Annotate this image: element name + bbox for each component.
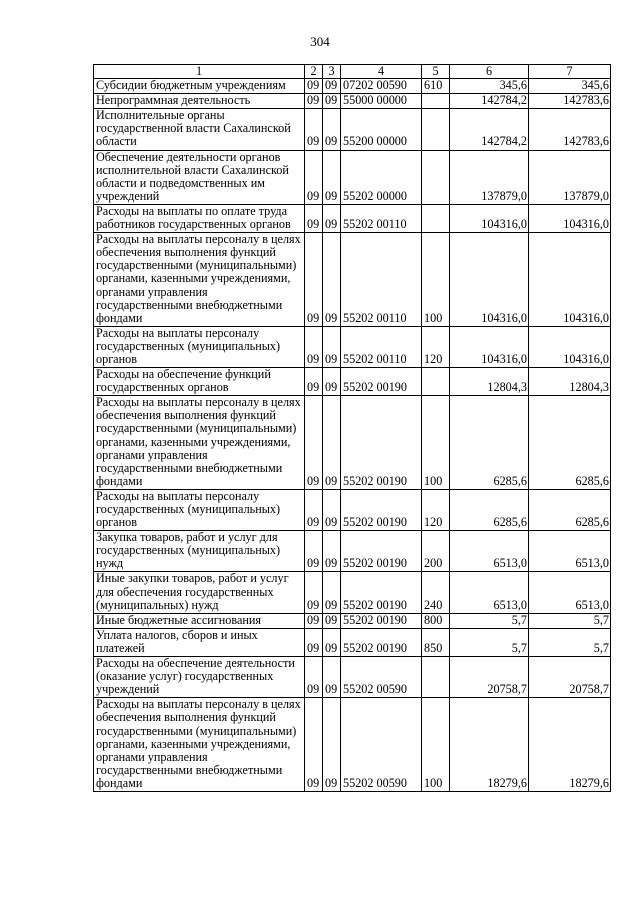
table-row (94, 204, 611, 232)
row-expense-type-cell (422, 368, 450, 396)
row-target-article-cell: 55202 00190 (341, 572, 422, 613)
row-name-cell: Закупка товаров, работ и услуг для государственных (муниципальных) нужд (94, 531, 305, 572)
row-subsection-cell: 09 (323, 150, 341, 204)
row-expense-type-cell (422, 150, 450, 204)
row-amount-col7-cell: 20758,7 (529, 657, 611, 698)
row-name-cell: Расходы на выплаты по оплате труда работников государственных органов (94, 204, 305, 232)
row-expense-type-cell (422, 204, 450, 232)
row-section-cell: 09 (305, 94, 323, 109)
row-name-cell: Уплата налогов, сборов и иных платежей (94, 628, 305, 656)
row-section-cell: 09 (305, 613, 323, 628)
row-subsection-cell: 09 (323, 628, 341, 656)
row-amount-col7-cell: 104316,0 (529, 204, 611, 232)
column-header: 7 (529, 65, 611, 79)
column-header: 4 (341, 65, 422, 79)
table-row (94, 233, 611, 327)
row-amount-col6-cell: 5,7 (450, 613, 529, 628)
row-name-cell: Расходы на выплаты персоналу в целях обеспечения выполнения функций государственными (муниципальными) органами, казенными учреждениями, органами управления государственными внебюджетными фондами (94, 698, 305, 792)
row-amount-col7-cell: 6285,6 (529, 396, 611, 490)
row-name-cell: Расходы на выплаты персоналу в целях обеспечения выполнения функций государственными (муниципальными) органами, казенными учреждениями, органами управления государственными внебюджетными фондами (94, 396, 305, 490)
row-amount-col6-cell: 142784,2 (450, 94, 529, 109)
row-target-article-cell: 55000 00000 (341, 94, 422, 109)
column-header: 5 (422, 65, 450, 79)
row-subsection-cell: 09 (323, 109, 341, 150)
row-amount-col6-cell: 20758,7 (450, 657, 529, 698)
row-amount-col7-cell: 6285,6 (529, 489, 611, 530)
row-subsection-cell: 09 (323, 531, 341, 572)
column-header: 1 (94, 65, 305, 79)
table-row (94, 326, 611, 367)
row-amount-col6-cell: 137879,0 (450, 150, 529, 204)
row-expense-type-cell: 850 (422, 628, 450, 656)
table-row (94, 150, 611, 204)
table-row (94, 572, 611, 613)
row-expense-type-cell: 100 (422, 698, 450, 792)
table-row (94, 628, 611, 656)
row-section-cell: 09 (305, 489, 323, 530)
row-amount-col7-cell: 5,7 (529, 613, 611, 628)
column-header: 3 (323, 65, 341, 79)
table-row (94, 698, 611, 792)
row-name-cell: Обеспечение деятельности органов исполнительной власти Сахалинской области и подведомственных им учреждений (94, 150, 305, 204)
row-amount-col7-cell: 18279,6 (529, 698, 611, 792)
row-target-article-cell: 55202 00190 (341, 368, 422, 396)
row-section-cell: 09 (305, 396, 323, 490)
row-section-cell: 09 (305, 79, 323, 94)
row-section-cell: 09 (305, 150, 323, 204)
row-target-article-cell: 55202 00590 (341, 698, 422, 792)
row-target-article-cell: 07202 00590 (341, 79, 422, 94)
row-amount-col6-cell: 5,7 (450, 628, 529, 656)
row-section-cell: 09 (305, 531, 323, 572)
column-header: 6 (450, 65, 529, 79)
row-name-cell: Расходы на обеспечение функций государственных органов (94, 368, 305, 396)
row-subsection-cell: 09 (323, 572, 341, 613)
row-subsection-cell: 09 (323, 326, 341, 367)
row-subsection-cell: 09 (323, 204, 341, 232)
row-name-cell: Иные закупки товаров, работ и услуг для обеспечения государственных (муниципальных) нужд (94, 572, 305, 613)
row-target-article-cell: 55202 00190 (341, 396, 422, 490)
row-name-cell: Расходы на обеспечение деятельности (оказание услуг) государственных учреждений (94, 657, 305, 698)
row-name-cell: Расходы на выплаты персоналу государственных (муниципальных) органов (94, 489, 305, 530)
row-expense-type-cell: 800 (422, 613, 450, 628)
row-amount-col6-cell: 104316,0 (450, 233, 529, 327)
row-amount-col6-cell: 104316,0 (450, 326, 529, 367)
table-row (94, 79, 611, 94)
row-amount-col6-cell: 18279,6 (450, 698, 529, 792)
row-subsection-cell: 09 (323, 489, 341, 530)
table-row (94, 531, 611, 572)
row-expense-type-cell: 200 (422, 531, 450, 572)
row-expense-type-cell: 610 (422, 79, 450, 94)
row-amount-col6-cell: 6513,0 (450, 531, 529, 572)
row-amount-col6-cell: 12804,3 (450, 368, 529, 396)
table-row (94, 613, 611, 628)
table-row (94, 109, 611, 150)
row-name-cell: Непрограммная деятельность (94, 94, 305, 109)
row-target-article-cell: 55202 00190 (341, 531, 422, 572)
row-amount-col7-cell: 6513,0 (529, 531, 611, 572)
table-header-row (94, 65, 611, 79)
row-amount-col6-cell: 104316,0 (450, 204, 529, 232)
row-section-cell: 09 (305, 368, 323, 396)
row-target-article-cell: 55202 00000 (341, 150, 422, 204)
row-section-cell: 09 (305, 326, 323, 367)
row-amount-col7-cell: 137879,0 (529, 150, 611, 204)
row-subsection-cell: 09 (323, 94, 341, 109)
row-target-article-cell: 55202 00190 (341, 489, 422, 530)
row-subsection-cell: 09 (323, 613, 341, 628)
row-subsection-cell: 09 (323, 396, 341, 490)
row-target-article-cell: 55202 00110 (341, 326, 422, 367)
row-target-article-cell: 55202 00590 (341, 657, 422, 698)
row-section-cell: 09 (305, 628, 323, 656)
row-subsection-cell: 09 (323, 79, 341, 94)
row-name-cell: Расходы на выплаты персоналу государственных (муниципальных) органов (94, 326, 305, 367)
row-name-cell: Расходы на выплаты персоналу в целях обеспечения выполнения функций государственными (муниципальными) органами, казенными учреждениями, органами управления государственными внебюджетными фондами (94, 233, 305, 327)
row-section-cell: 09 (305, 657, 323, 698)
row-target-article-cell: 55202 00190 (341, 628, 422, 656)
row-target-article-cell: 55202 00110 (341, 204, 422, 232)
table-row (94, 396, 611, 490)
row-amount-col7-cell: 5,7 (529, 628, 611, 656)
row-target-article-cell: 55200 00000 (341, 109, 422, 150)
budget-table (93, 64, 611, 792)
row-expense-type-cell: 100 (422, 396, 450, 490)
row-amount-col6-cell: 345,6 (450, 79, 529, 94)
row-subsection-cell: 09 (323, 657, 341, 698)
row-target-article-cell: 55202 00110 (341, 233, 422, 327)
row-amount-col7-cell: 142783,6 (529, 109, 611, 150)
column-header: 2 (305, 65, 323, 79)
row-name-cell: Субсидии бюджетным учреждениям (94, 79, 305, 94)
row-amount-col6-cell: 142784,2 (450, 109, 529, 150)
row-amount-col7-cell: 12804,3 (529, 368, 611, 396)
row-subsection-cell: 09 (323, 233, 341, 327)
row-amount-col7-cell: 142783,6 (529, 94, 611, 109)
row-section-cell: 09 (305, 233, 323, 327)
row-name-cell: Исполнительные органы государственной власти Сахалинской области (94, 109, 305, 150)
row-section-cell: 09 (305, 572, 323, 613)
row-expense-type-cell: 100 (422, 233, 450, 327)
page-number: 304 (310, 34, 330, 49)
table-row (94, 489, 611, 530)
row-expense-type-cell: 120 (422, 326, 450, 367)
row-expense-type-cell (422, 94, 450, 109)
row-amount-col6-cell: 6513,0 (450, 572, 529, 613)
row-amount-col7-cell: 104316,0 (529, 233, 611, 327)
row-amount-col7-cell: 345,6 (529, 79, 611, 94)
row-amount-col6-cell: 6285,6 (450, 396, 529, 490)
row-amount-col6-cell: 6285,6 (450, 489, 529, 530)
table-row (94, 368, 611, 396)
row-amount-col7-cell: 104316,0 (529, 326, 611, 367)
row-subsection-cell: 09 (323, 698, 341, 792)
row-target-article-cell: 55202 00190 (341, 613, 422, 628)
row-amount-col7-cell: 6513,0 (529, 572, 611, 613)
row-name-cell: Иные бюджетные ассигнования (94, 613, 305, 628)
row-section-cell: 09 (305, 698, 323, 792)
table-row (94, 657, 611, 698)
row-expense-type-cell: 120 (422, 489, 450, 530)
row-section-cell: 09 (305, 204, 323, 232)
row-expense-type-cell (422, 109, 450, 150)
row-section-cell: 09 (305, 109, 323, 150)
row-expense-type-cell (422, 657, 450, 698)
row-expense-type-cell: 240 (422, 572, 450, 613)
table-row (94, 94, 611, 109)
row-subsection-cell: 09 (323, 368, 341, 396)
